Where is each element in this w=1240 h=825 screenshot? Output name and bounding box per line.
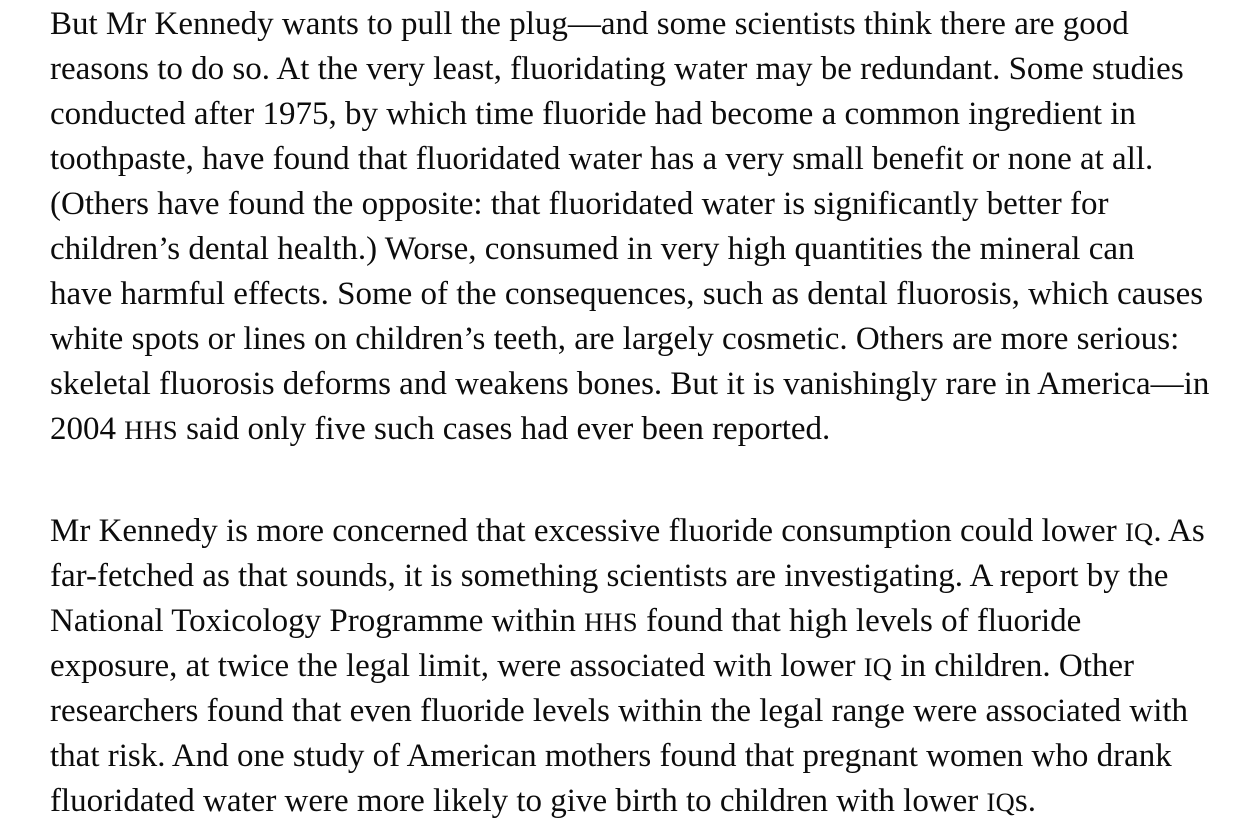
text-line — [50, 779, 1232, 824]
text-segment: (Others have found the opposite: that fluoridated water is significantly better for — [50, 186, 1109, 222]
text-segment: toothpaste, have found that fluoridated water has a very small benefit or none at all. — [50, 141, 1154, 177]
paragraph-1 — [50, 2, 1232, 452]
text-segment: s. — [1014, 783, 1037, 819]
text-segment: have harmful effects. Some of the consequences, such as dental fluorosis, which causes — [50, 276, 1204, 312]
text-segment: 2004 — [50, 411, 125, 447]
text-line — [50, 362, 1232, 407]
text-line — [50, 734, 1232, 779]
text-line — [50, 272, 1232, 317]
text-segment: exposure, at twice the legal limit, were associated with lower — [50, 648, 864, 684]
smallcaps-acronym: IQ — [863, 652, 893, 682]
text-segment: found that high levels of fluoride — [637, 603, 1082, 639]
text-line — [50, 644, 1232, 689]
text-line — [50, 47, 1232, 92]
text-segment: reasons to do so. At the very least, fluoridating water may be redundant. Some studies — [50, 51, 1184, 87]
text-line — [50, 182, 1232, 227]
smallcaps-acronym: HHS — [584, 607, 638, 637]
smallcaps-acronym: HHS — [124, 415, 178, 445]
text-segment: skeletal fluorosis deforms and weakens bones. But it is vanishingly rare in America—in — [50, 366, 1210, 402]
text-segment: white spots or lines on children’s teeth, are largely cosmetic. Others are more serious: — [50, 321, 1180, 357]
text-segment: in children. Other — [892, 648, 1135, 684]
smallcaps-acronym: IQ — [986, 787, 1015, 817]
text-line — [50, 137, 1232, 182]
text-line — [50, 317, 1232, 362]
text-line — [50, 2, 1232, 47]
text-line — [50, 689, 1232, 734]
text-segment: said only five such cases had ever been reported. — [177, 411, 831, 447]
text-segment: But Mr Kennedy wants to pull the plug—and some scientists think there are good — [50, 6, 1129, 42]
smallcaps-acronym: IQ — [1124, 517, 1154, 547]
text-segment: far-fetched as that sounds, it is something scientists are investigating. A report by the — [50, 558, 1169, 594]
text-line — [50, 227, 1232, 272]
text-line — [50, 554, 1232, 599]
text-line — [50, 92, 1232, 137]
text-line — [50, 407, 1232, 452]
paragraph-2 — [50, 509, 1232, 824]
text-segment: conducted after 1975, by which time fluoride had become a common ingredient in — [50, 96, 1136, 132]
text-segment: Mr Kennedy is more concerned that excessive fluoride consumption could lower — [50, 513, 1125, 549]
text-segment: fluoridated water were more likely to give birth to children with lower — [50, 783, 987, 819]
text-segment: children’s dental health.) Worse, consumed in very high quantities the mineral can — [50, 231, 1135, 267]
text-line — [50, 509, 1232, 554]
text-segment: that risk. And one study of American mothers found that pregnant women who drank — [50, 738, 1172, 774]
text-segment: researchers found that even fluoride levels within the legal range were associated with — [50, 693, 1189, 729]
text-segment: National Toxicology Programme within — [50, 603, 585, 639]
text-segment: . As — [1153, 513, 1205, 549]
text-line — [50, 599, 1232, 644]
